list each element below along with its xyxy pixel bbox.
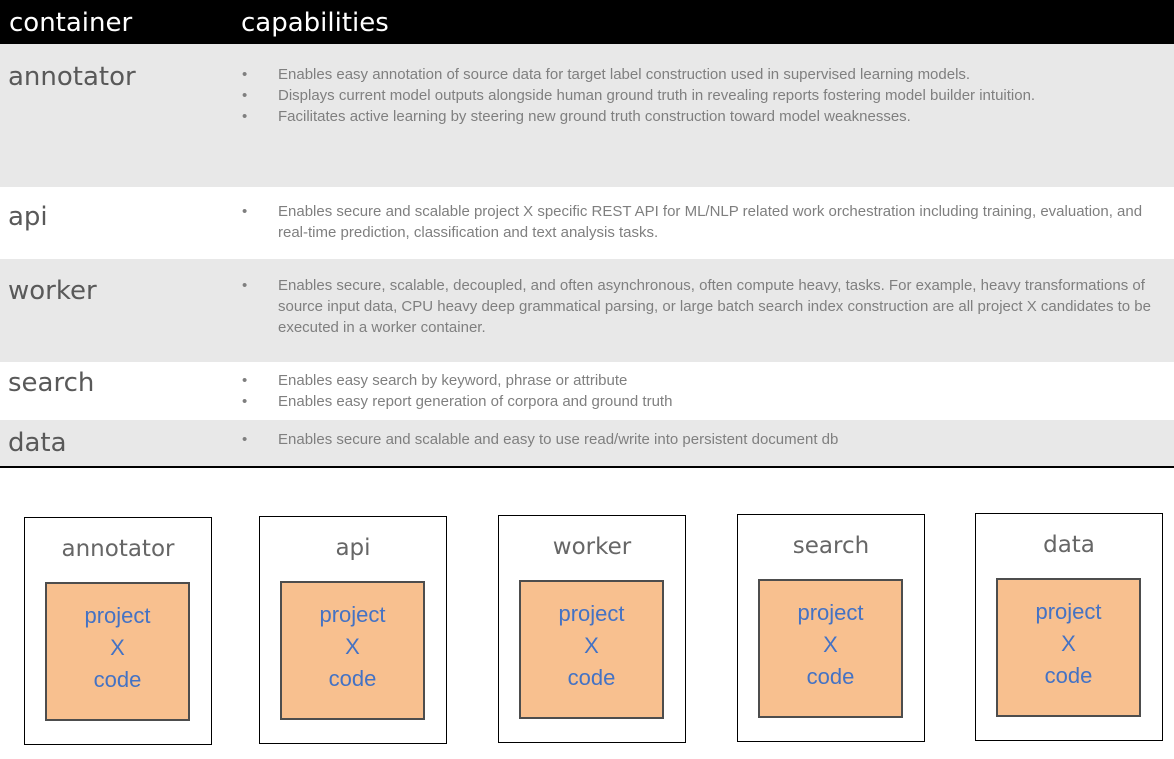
code-line: code bbox=[328, 666, 377, 691]
capability-list bbox=[0, 64, 1174, 127]
bullet-icon: • bbox=[242, 393, 248, 410]
code-line: project bbox=[558, 601, 625, 626]
project-code-box bbox=[519, 580, 664, 719]
capability-item: • Enables easy search by keyword, phrase or attribute bbox=[242, 372, 628, 389]
project-code-box bbox=[758, 579, 903, 718]
capability-item: • Enables secure and scalable project X specific REST API for ML/NLP related work orchestration including training, evaluation, and real-time prediction, classification and text analysis tasks. bbox=[242, 203, 1143, 241]
container-box-worker bbox=[498, 515, 686, 743]
row-name: api bbox=[8, 202, 48, 232]
table-row-worker bbox=[0, 259, 1174, 362]
capability-item: • Enables easy report generation of corpora and ground truth bbox=[242, 393, 673, 410]
table-row-api bbox=[0, 187, 1174, 259]
row-name: annotator bbox=[8, 62, 136, 92]
table-row-search bbox=[0, 362, 1174, 420]
capability-list bbox=[0, 201, 1174, 243]
container-label: search bbox=[792, 533, 870, 559]
code-line: code bbox=[93, 667, 142, 692]
bullet-icon: • bbox=[242, 87, 248, 104]
code-line: X bbox=[345, 634, 360, 659]
code-line: project bbox=[797, 600, 864, 625]
code-line: X bbox=[1061, 631, 1076, 656]
container-label: data bbox=[1043, 532, 1095, 558]
container-box-annotator bbox=[24, 517, 212, 745]
table-bottom-border bbox=[0, 466, 1174, 468]
project-code-box bbox=[45, 582, 190, 721]
project-code-box bbox=[996, 578, 1141, 717]
header-container: container bbox=[9, 8, 133, 38]
container-box-api bbox=[259, 516, 447, 744]
row-name: data bbox=[8, 428, 67, 458]
capability-item: • Enables secure and scalable and easy to use read/write into persistent document db bbox=[242, 431, 839, 448]
table-row-data bbox=[0, 420, 1174, 466]
row-name: worker bbox=[8, 276, 97, 306]
capability-list bbox=[0, 275, 1174, 338]
code-line: X bbox=[823, 632, 838, 657]
capability-list bbox=[0, 429, 1174, 450]
table-row-annotator bbox=[0, 44, 1174, 187]
capability-list bbox=[0, 370, 1174, 412]
code-line: code bbox=[1044, 663, 1093, 688]
code-line: project bbox=[1035, 599, 1102, 624]
bullet-icon: • bbox=[242, 277, 248, 294]
bullet-icon: • bbox=[242, 203, 248, 220]
code-line: project bbox=[84, 603, 151, 628]
capability-item: • Enables easy annotation of source data for target label construction used in supervised learning models. bbox=[242, 66, 971, 83]
table-header bbox=[0, 0, 1174, 44]
capabilities-table bbox=[0, 0, 1174, 44]
code-line: X bbox=[110, 635, 125, 660]
bullet-icon: • bbox=[242, 431, 248, 448]
code-line: code bbox=[567, 665, 616, 690]
capability-item: • Facilitates active learning by steering new ground truth construction toward model weaknesses. bbox=[242, 108, 911, 125]
container-label: api bbox=[335, 535, 371, 561]
container-box-data bbox=[975, 513, 1163, 741]
bullet-icon: • bbox=[242, 372, 248, 389]
capability-item: • Enables secure, scalable, decoupled, and often asynchronous, often compute heavy, tasks. For example, heavy transformations of source input data, CPU heavy deep grammatical parsing, or large batch search index construction are all project X candidates to be executed in a worker container. bbox=[242, 277, 1151, 336]
bullet-icon: • bbox=[242, 66, 248, 83]
container-box-search bbox=[737, 514, 925, 742]
project-code-box bbox=[280, 581, 425, 720]
code-line: project bbox=[319, 602, 386, 627]
container-label: worker bbox=[552, 534, 632, 560]
row-name: search bbox=[8, 368, 95, 398]
bullet-icon: • bbox=[242, 108, 248, 125]
header-capabilities: capabilities bbox=[241, 8, 389, 38]
code-line: X bbox=[584, 633, 599, 658]
capability-item: • Displays current model outputs alongside human ground truth in revealing reports fostering model builder intuition. bbox=[242, 87, 1036, 104]
code-line: code bbox=[806, 664, 855, 689]
container-label: annotator bbox=[61, 536, 175, 562]
